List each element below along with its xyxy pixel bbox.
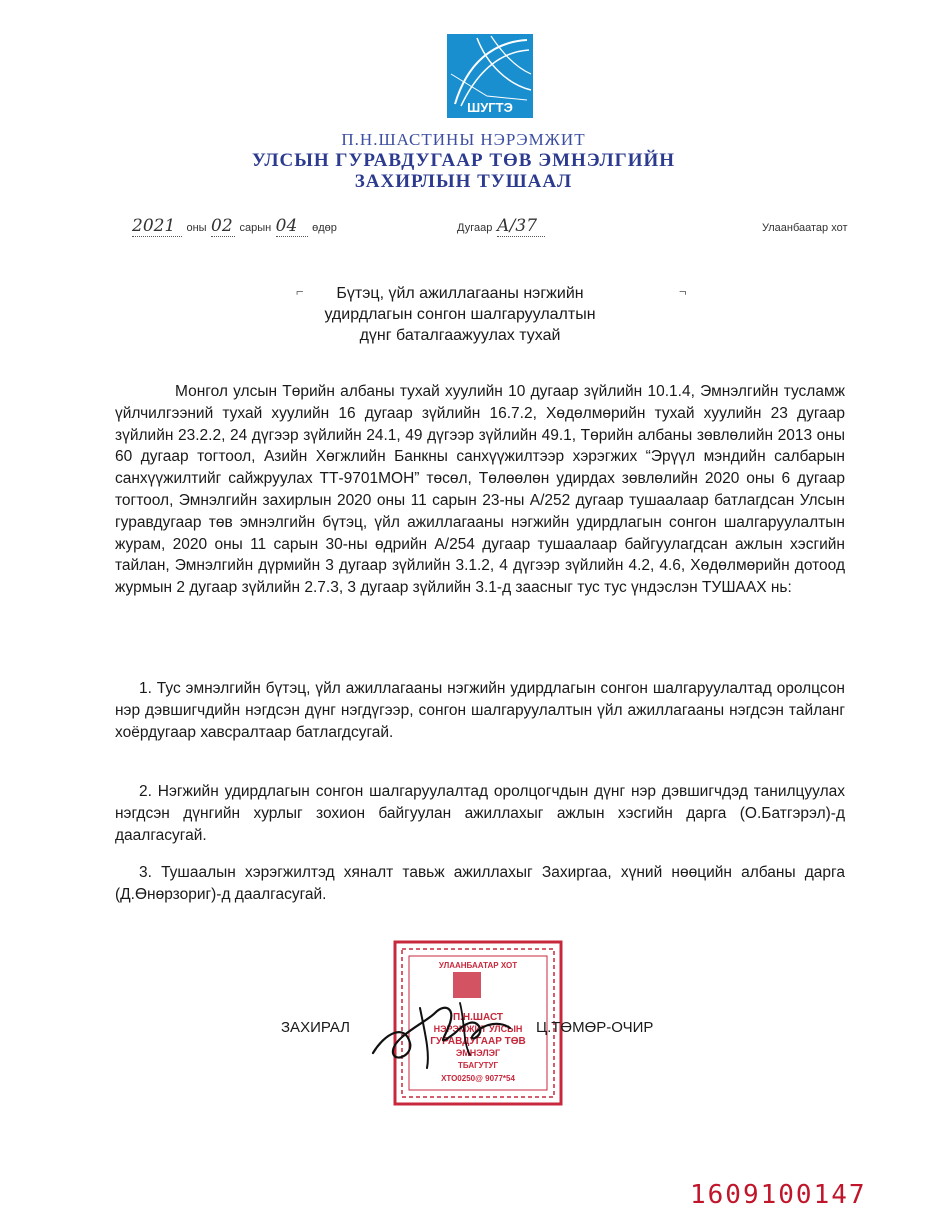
order-item-1: 1. Тус эмнэлгийн бүтэц, үйл ажиллагааны нэгжийн удирдлагын сонгон шалгаруулалтад оролцсон нэр дэвшигчдийн нэгдсэн дүнг нэгдүгээр, сонгон шалгаруулалтын үйл ажиллагааны нэгдсэн тайланг хоёрдугаар хавсралтаар батлагдсугай. bbox=[115, 680, 845, 741]
logo-text: ШУГТЭ bbox=[467, 100, 513, 115]
date-day: 04 bbox=[276, 216, 308, 237]
header-line-1: П.Н.ШАСТИНЫ НЭРЭМЖИТ bbox=[341, 130, 586, 149]
date-month: 02 bbox=[211, 216, 235, 237]
order-item-3: 3. Тушаалын хэрэгжилтэд хяналт тавьж ажиллахыг Захиргаа, хүний нөөцийн албаны дарга (Д.Өнөрзориг)-д даалгасугай. bbox=[115, 864, 845, 903]
date-row bbox=[132, 216, 337, 237]
subject-line-3: дүнг баталгаажуулах тухай bbox=[359, 327, 561, 344]
document-serial-number: 1609100147 bbox=[690, 1180, 867, 1210]
stamp-line-3: ГУРАВДУГААР ТӨВ bbox=[430, 1036, 526, 1047]
stamp-line-2: НЭРЭМЖИТ УЛСЫН bbox=[433, 1024, 523, 1034]
date-month-label: сарын bbox=[239, 222, 272, 234]
subject-corner-right: ¬ bbox=[679, 284, 687, 299]
subject-corner-left: ⌐ bbox=[296, 284, 304, 299]
order-number: А/37 bbox=[497, 216, 545, 237]
stamp-line-1: П.Н.ШАСТ bbox=[452, 1012, 504, 1023]
order-item-2: 2. Нэгжийн удирдлагын сонгон шалгаруулалтад оролцогчдын дүнг нэр дэвшигчдэд танилцуулах нэгдсэн дүнгийн хурлыг зохион байгуулан ажиллахыг ажлын хэсгийн дарга (О.Батгэрэл)-д даалгасугай. bbox=[115, 783, 845, 844]
order-number-label: Дугаар bbox=[457, 222, 493, 234]
stamp-line-4: ЭМНЭЛЭГ bbox=[455, 1048, 501, 1058]
signatory-name: Ц.ТӨМӨР-ОЧИР bbox=[536, 1019, 654, 1036]
hospital-logo bbox=[447, 34, 533, 118]
handwritten-signature bbox=[365, 993, 525, 1073]
preamble-paragraph: Монгол улсын Төрийн албаны тухай хуулийн 10 дугаар зүйлийн 10.1.4, Эмнэлгийн тусламж үйлчилгээний тухай хуулийн 16 дугаар зүйлийн 16.7.2, Хөдөлмөрийн тухай хуулийн 23 дугаар зүйлийн 23.2.2, 24 дүгээр зүйлийн 24.1, 49 дүгээр зүйлийн 49.1, Төрийн албаны зөвлөлийн 2013 оны 60 дугаар тогтоол, Азийн Хөгжлийн Банкны санхүүжилтээр хэрэгжих “Эрүүл мэндийн салбарын санхүүжилтийг сайжруулах ТТ-9701МОН” төсөл, Төлөөлөн удирдах зөвлөлийн 2020 оны 6 дугаар тогтоол, Эмнэлгийн захирлын 2020 оны 11 сарын 23-ны А/252 дугаар тушаалаар батлагдсан Улсын гуравдугаар төв эмнэлгийн бүтэц, үйл ажиллагааны нэгжийн удирдлагын сонгон шалгаруулалтын журам, 2020 оны 11 сарын 30-ны өдрийн А/254 дугаар тушаалаар байгуулагдсан ажлын хэсгийн тайлан, Эмнэлгийн дүрмийн 3 дугаар зүйлийн 3.1.2, 4 дүгээр зүйлийн 4.2, 4.6, Хөдөлмөрийн дотоод журмын 2 дугаар зүйлийн 2.7.3, 3 дугаар зүйлийн 3.1-д заасныг тус тус үндэслэн ТУШААХ нь: bbox=[115, 383, 845, 597]
order-number-row bbox=[457, 216, 545, 237]
header-line-2: УЛСЫН ГУРАВДУГААР ТӨВ ЭМНЭЛГИЙН bbox=[251, 150, 676, 171]
subject-line-1: Бүтэц, үйл ажиллагааны нэгжийн bbox=[336, 285, 584, 302]
date-year: 2021 bbox=[132, 216, 182, 237]
header-line-3: ЗАХИРЛЫН ТУШААЛ bbox=[354, 171, 573, 192]
stamp-line-5: ТБАГУТУГ bbox=[457, 1061, 499, 1070]
date-year-label: оны bbox=[186, 222, 207, 234]
signatory-title: ЗАХИРАЛ bbox=[281, 1019, 351, 1036]
city-label: Улаанбаатар хот bbox=[762, 222, 848, 234]
stamp-city: УЛААНБААТАР ХОТ bbox=[438, 961, 518, 970]
stamp-line-6: ХТО0250@ 9077*54 bbox=[441, 1074, 515, 1083]
date-day-label: өдөр bbox=[312, 222, 337, 234]
subject-block bbox=[250, 283, 670, 346]
subject-line-2: удирдлагын сонгон шалгаруулалтын bbox=[324, 306, 596, 323]
